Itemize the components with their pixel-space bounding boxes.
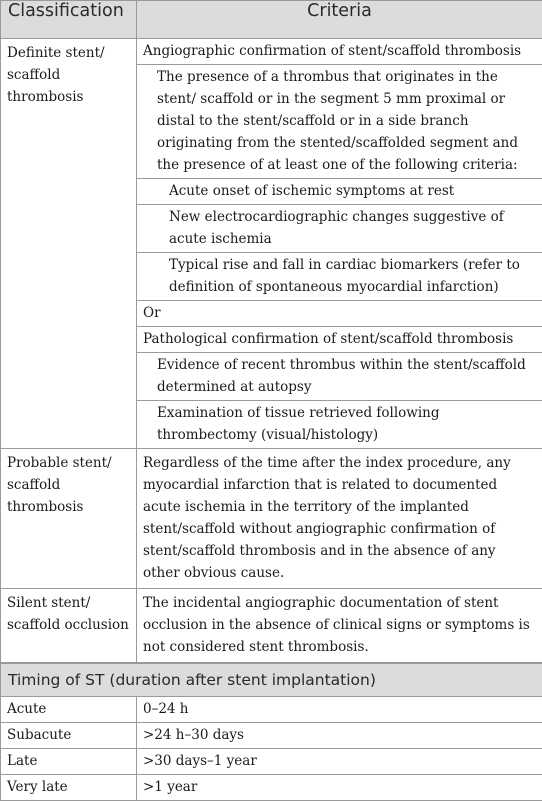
definite-criteria [137,39,542,449]
table-row [1,723,542,749]
timing-name: Acute [1,697,137,723]
probable-label: Probable stent/ scaffold thrombosis [1,449,137,589]
table-header-row [1,1,542,39]
criteria-item: Angiographic confirmation of stent/scaffold thrombosis [137,39,542,65]
table-row [1,749,542,775]
timing-header-row [1,663,542,697]
table-row [1,589,542,664]
table-row [1,39,542,449]
header-classification: Classification [1,1,137,39]
silent-label: Silent stent/ scaffold occlusion [1,589,137,664]
criteria-item: Examination of tissue retrieved following thrombectomy (visual/histology) [137,401,542,448]
probable-criteria: Regardless of the time after the index procedure, any myocardial infarction that is related to documented acute ischemia in the territory of the implanted stent/scaffold without angiographic confirmation of stent/scaffold thrombosis and in the absence of any other obvious cause. [137,449,542,589]
definite-label: Definite stent/ scaffold thrombosis [1,39,137,449]
criteria-item: New electrocardiographic changes suggestive of acute ischemia [137,205,542,253]
timing-name: Late [1,749,137,775]
timing-name: Very late [1,775,137,801]
timing-value: >24 h–30 days [137,723,542,749]
timing-value: >1 year [137,775,542,801]
table-row [1,449,542,589]
timing-name: Subacute [1,723,137,749]
criteria-item: Acute onset of ischemic symptoms at rest [137,179,542,205]
timing-value: >30 days–1 year [137,749,542,775]
timing-value: 0–24 h [137,697,542,723]
table-row [1,697,542,723]
criteria-item: The presence of a thrombus that originates in the stent/ scaffold or in the segment 5 mm proximal or distal to the stent/scaffold or in a side branch originating from the stented/scaffolded segment and the presence of at least one of the following criteria: [137,65,542,179]
header-criteria: Criteria [137,1,542,39]
criteria-item: Or [137,301,542,327]
criteria-item: Typical rise and fall in cardiac biomarkers (refer to definition of spontaneous myocardial infarction) [137,253,542,301]
criteria-item: Pathological confirmation of stent/scaffold thrombosis [137,327,542,353]
table-row [1,775,542,801]
criteria-item: Evidence of recent thrombus within the stent/scaffold determined at autopsy [137,353,542,401]
silent-criteria: The incidental angiographic documentation of stent occlusion in the absence of clinical signs or symptoms is not considered stent thrombosis. [137,589,542,664]
timing-title: Timing of ST (duration after stent implantation) [1,663,542,697]
